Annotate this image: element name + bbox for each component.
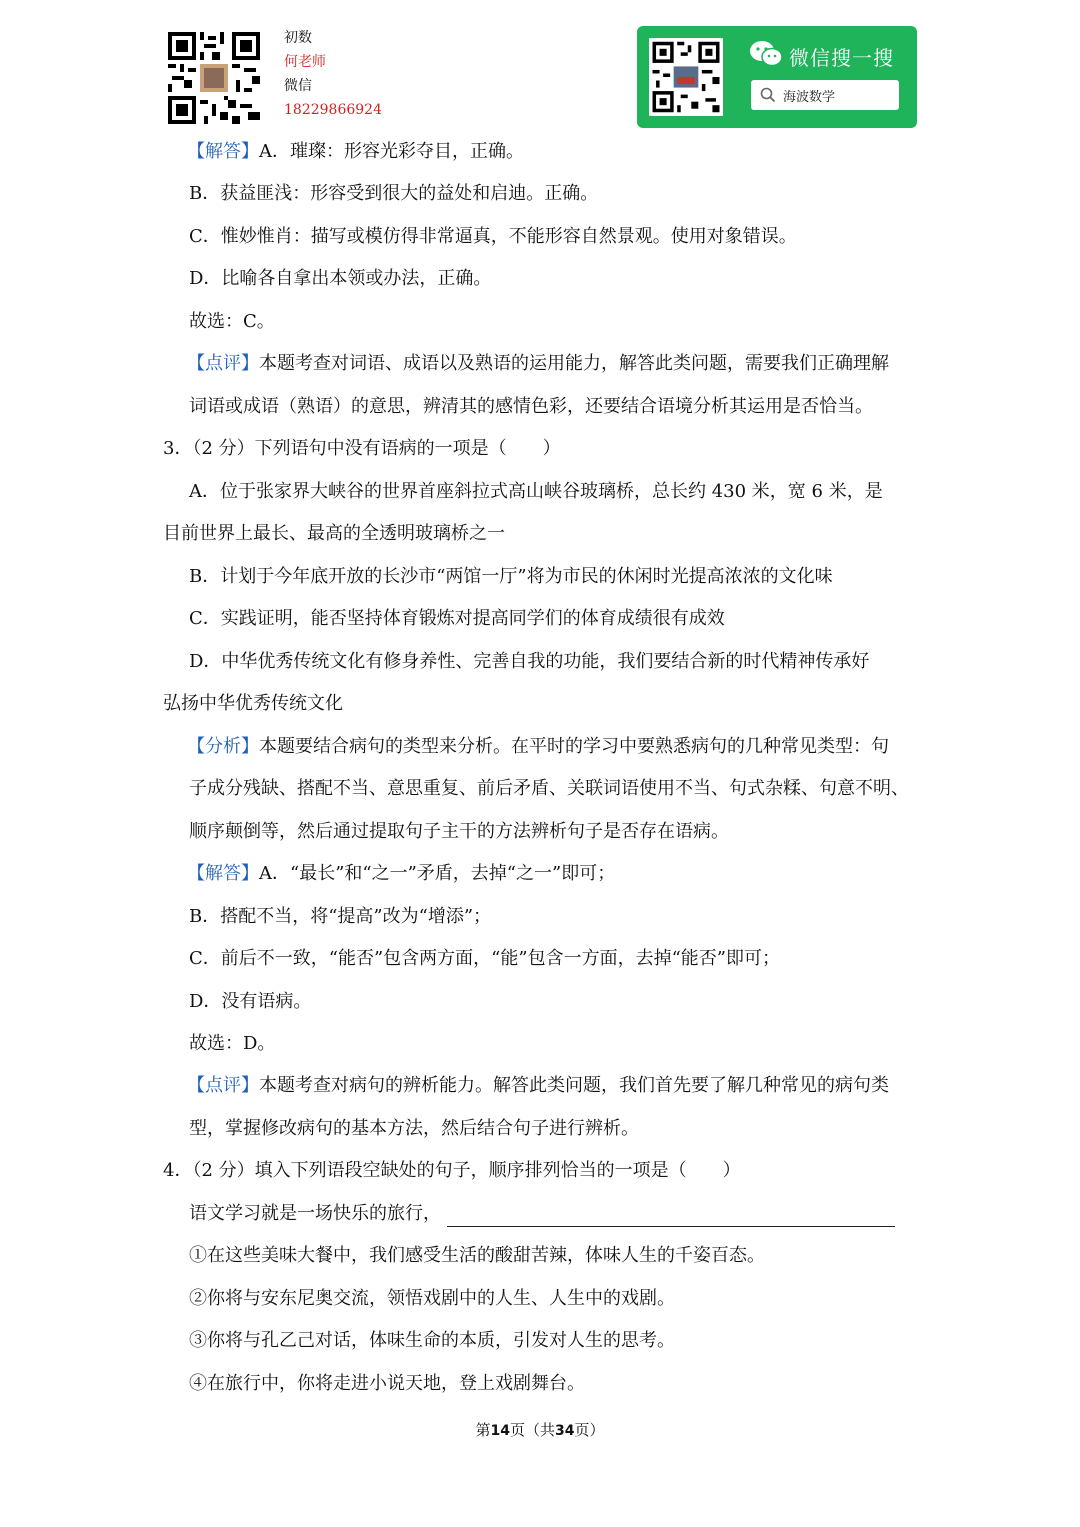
- search-icon: [760, 87, 776, 103]
- review-line-1: [187, 1073, 889, 1099]
- solution-line-c: C．前后不一致，“能否”包含两方面，“能”包含一方面，去掉“能否”即可；: [189, 948, 780, 969]
- banner-qr-code: [649, 38, 723, 116]
- contact-qr-code: [168, 32, 260, 124]
- question-4-sentence-2: ②你将与安东尼奥交流，领悟戏剧中的人生、人生中的戏剧。: [189, 1288, 675, 1309]
- solution-line-a: [187, 861, 615, 887]
- review-tag: 【点评】: [187, 1075, 259, 1096]
- analysis-text: 本题要结合病句的类型来分析。在平时的学习中要熟悉病句的几种常见类型：句: [259, 736, 889, 757]
- question-4-sentence-1: ①在这些美味大餐中，我们感受生活的酸甜苦辣，体味人生的千姿百态。: [189, 1245, 765, 1266]
- footer-suffix: 页）: [574, 1421, 605, 1439]
- answer-text: A．璀璨：形容光彩夺目，正确。: [259, 141, 524, 162]
- question-4-sentence-3: ③你将与孔乙己对话，体味生命的本质，引发对人生的思考。: [189, 1330, 675, 1351]
- answer-tag: 【解答】: [187, 141, 259, 162]
- question-4-lead: [189, 1201, 895, 1227]
- question-3-option-d-1: D．中华优秀传统文化有修身养性、完善自我的功能，我们要结合新的时代精神传承好: [189, 651, 870, 672]
- analysis-line-2: 子成分残缺、搭配不当、意思重复、前后矛盾、关联词语使用不当、句式杂糅、句意不明、: [189, 778, 909, 799]
- page-number: 14: [490, 1423, 510, 1439]
- answer-line-c: C．惟妙惟肖：描写或模仿得非常逼真，不能形容自然景观。使用对象错误。: [189, 226, 797, 247]
- solution-tag: 【解答】: [187, 863, 259, 884]
- question-3-option-a-2: 目前世界上最长、最高的全透明玻璃桥之一: [163, 523, 505, 544]
- review-text: 本题考查对病句的辨析能力。解答此类问题，我们首先要了解几种常见的病句类: [259, 1075, 889, 1096]
- comment-text: 本题考查对词语、成语以及熟语的运用能力，解答此类问题，需要我们正确理解: [259, 353, 889, 374]
- contact-label-grade: 初数: [284, 30, 312, 46]
- solution-line-b: B．搭配不当，将“提高”改为“增添”；: [189, 906, 492, 927]
- question-4-sentence-4: ④在旅行中，你将走进小说天地，登上戏剧舞台。: [189, 1373, 585, 1394]
- banner-search-box[interactable]: [751, 80, 899, 110]
- question-3-option-a-1: A．位于张家界大峡谷的世界首座斜拉式高山峡谷玻璃桥，总长约 430 米，宽 6 米，是: [189, 481, 883, 502]
- wechat-search-banner: [637, 26, 917, 128]
- analysis-line-3: 顺序颠倒等，然后通过提取句子主干的方法辨析句子是否存在语病。: [189, 821, 729, 842]
- answer-line-a: [187, 139, 524, 165]
- answer-line-d: D．比喻各自拿出本领或办法，正确。: [189, 268, 492, 289]
- contact-teacher-name: 何老师: [284, 54, 326, 70]
- banner-search-text: 海波数学: [783, 90, 836, 105]
- contact-phone: 18229866924: [284, 102, 382, 118]
- comment-line-1: [187, 351, 889, 377]
- banner-title: 微信搜一搜: [789, 46, 894, 70]
- total-pages: 34: [555, 1423, 575, 1439]
- solution-text: A．“最长”和“之一”矛盾，去掉“之一”即可；: [259, 863, 616, 884]
- fill-blank: [447, 1204, 895, 1227]
- answer-choice: 故选：C。: [189, 311, 275, 332]
- page-footer: [0, 1419, 1080, 1440]
- review-line-2: 型，掌握修改病句的基本方法，然后结合句子进行辨析。: [189, 1118, 639, 1139]
- analysis-tag: 【分析】: [187, 736, 259, 757]
- answer-line-b: B．获益匪浅：形容受到很大的益处和启迪。正确。: [189, 183, 599, 204]
- comment-tag: 【点评】: [187, 353, 259, 374]
- question-3-title: 3．（2 分）下列语句中没有语病的一项是（ ）: [163, 438, 561, 459]
- contact-label-wechat: 微信: [284, 78, 312, 94]
- solution-choice: 故选：D。: [189, 1033, 276, 1054]
- question-4-title: 4．（2 分）填入下列语段空缺处的句子，顺序排列恰当的一项是（ ）: [163, 1160, 741, 1181]
- solution-line-d: D．没有语病。: [189, 991, 312, 1012]
- footer-prefix: 第: [475, 1421, 491, 1439]
- question-3-option-d-2: 弘扬中华优秀传统文化: [163, 693, 343, 714]
- comment-line-2: 词语或成语（熟语）的意思，辨清其的感情色彩，还要结合语境分析其运用是否恰当。: [189, 396, 873, 417]
- question-3-option-c: C．实践证明，能否坚持体育锻炼对提高同学们的体育成绩很有成效: [189, 608, 725, 629]
- analysis-line-1: [187, 734, 889, 760]
- footer-mid: 页（共: [509, 1421, 555, 1439]
- wechat-logo-icon: [749, 40, 783, 68]
- question-4-lead-text: 语文学习就是一场快乐的旅行，: [189, 1203, 441, 1224]
- question-3-option-b: B．计划于今年底开放的长沙市“两馆一厅”将为市民的休闲时光提高浓浓的文化味: [189, 566, 833, 587]
